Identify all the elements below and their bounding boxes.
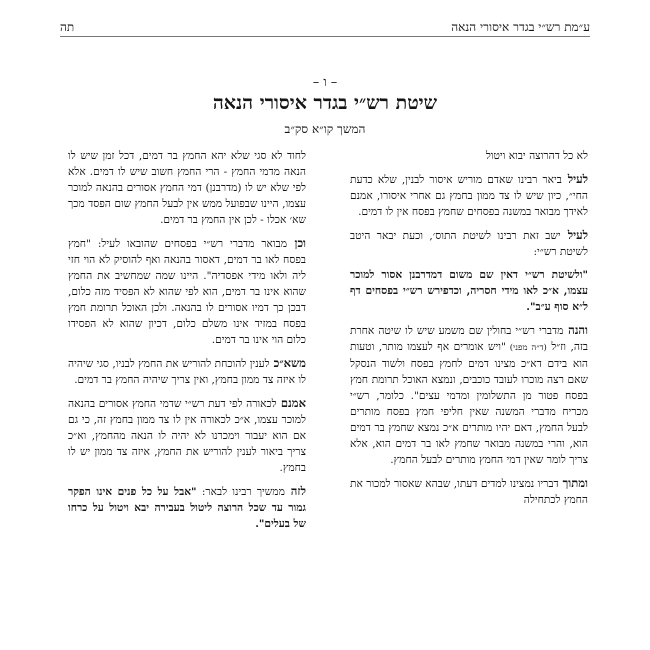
paragraph [68,148,306,228]
paragraph [350,267,588,315]
paragraph-text: לא כל דהרוצה יבוא ויטול [485,150,588,162]
paragraph-lead-word: לזה [284,484,306,498]
paragraph-quote: "אבל על כל פנים אינו הפקר גמור עד שכל הרוצה ליטול בעבירה יבא ויטול על כרחו של בעלים". [68,486,306,530]
paragraph-text: "ויש אומרים אף לעצמו מותר, וטעות הוא בידם דא״כ מצינו דמים לחמץ בפסח ולשוד הנסקל שאם רצה מוכרו לעובד כוכבים, ונמצא האוכל תרומת חמץ בפסח פטור מן התשלומין ומדמי עצים". כלומר, רש״י מכריח מדברי המשנה שאין חליפי חמץ בפסח מותרים לבעל החמץ, דאם יהיו מותרים א״כ נמצא שחמץ בר דמים הוא, והרי במשנה מבואר שחמץ לאו בר דמים הוא, אלא צריך לומר שאין דמי החמץ מותרים לבעל החמץ. [350,341,588,466]
folio-number: תה [60,20,75,34]
paragraph [350,171,588,220]
page-title: שיטת רש״י בגדר איסורי הנאה [212,92,438,114]
paragraph-lead-word: וכן [286,236,306,250]
paragraph-lead-word: אמנם [276,396,306,410]
paragraph [68,355,306,388]
paragraph-text: לענין להוכחת להוריש את החמץ לבניו, סגי שיהיה לו איזה צד ממון בחמץ, ואין צריך שיהיה החמץ בר דמים. [68,358,306,386]
paragraph-text: ביאר רבינו שאדם מוריש איסור לבנין, שלא כדעת החי״, כיון שיש לו צד ממון בחמץ גם אחרי איסורו, אמנם לאידך מבואר במשנה בפסחים שחמץ בפסח אין לו דמים. [350,174,588,218]
paragraph-text: ישב זאת רבינו לשיטת התוס׳, וכעת יבאר היטב לשיטת רש״י: [350,230,588,258]
paragraph-lead-word: לעיל [560,228,588,242]
paragraph [350,475,588,508]
paragraph-text: לחוד לא סגי שלא יהא החמץ בר דמים, דכל זמן שיש לו הנאה מדמי החמץ - הרי החמץ חשוב שיש לו דמים. אלא לפי שלא יש לו (מדרבנן) דמי החמץ אסורים בהנאה למוכר עצמו, היינו שבפועל ממש אין לבעל החמץ שום הפסד מכך שא׳ אכלו - לכן אין החמץ בר דמים. [68,150,306,226]
paragraph-text: מדברי רש״י בחולין שם משמע שיש לו שיטה אחרת בזה, וז״ל [350,325,588,353]
paragraph-lead-word: לעיל [561,172,588,186]
paragraph [68,395,306,476]
paragraph-text: דבריו נמצינו למדים דעתו, שבהא שאסור למכור את החמץ לכתחילה [350,478,588,506]
paragraph [68,483,306,532]
paragraph [350,227,588,260]
page-subtitle: המשך קו״א סק״ב [284,122,366,136]
paragraph-lead-word: והנה [563,323,588,337]
paragraph [350,148,588,164]
paragraph-lead-word: משא״כ [269,356,306,370]
paragraph-text: מבואר מדברי רש״י בפסחים שהובאו לעיל: "חמץ בפסח לאו בר דמים, דאסור בהנאה ואף להוסיק לא הוי חזי ליה ולאו מידי אפסדיה". היינו שמה שמחשיב את החמץ שהוא אינו בר דמים, הוא לפי שהוא לא הפסיד מזה כלום, דבכן כך דמיו אסורים לו בהנאה. ולכן האוכל תרומת חמץ בפסח במזיד אינו משלם כלום, דכיון שהוא לא הפסידו כלום הוי אינו בר דמים. [68,238,306,346]
right-text-column [350,148,588,636]
paragraph-quote: "ולשיטת רש״י דאין שם משום דמדרבנן אסור למוכר עצמו, א״כ לאו מידי חסריה, וכדפירש רש״י בפסחים דף ל״א סוף ע״ב". [350,269,588,313]
paragraph [68,235,306,348]
paragraph-text: לכאורה לפי דעת רש״י שדמי החמץ אסורים בהנאה למוכר עצמו, א״כ לכאורה אין לו צד ממון בחמץ זה, כי גם אם הוא יעבור וימכרנו לא יהיה לו הנאה מהחמץ, וא״כ צריך ביאור לענין להוריש את החמץ, איזה צד ממון יש לו בחמץ. [68,398,306,474]
running-title: ע״מת רש״י בגדר איסורי הנאה [451,20,590,34]
left-text-column [68,148,306,636]
paragraph-reference: (ד״ה מפני) [505,343,547,353]
paragraph-text: ממשיך רבינו לבאר: [196,486,285,498]
paragraph [350,322,588,468]
header-divider [60,36,590,37]
paragraph-lead-word: ומתוך [558,476,588,490]
section-number: – ו – [312,75,338,90]
